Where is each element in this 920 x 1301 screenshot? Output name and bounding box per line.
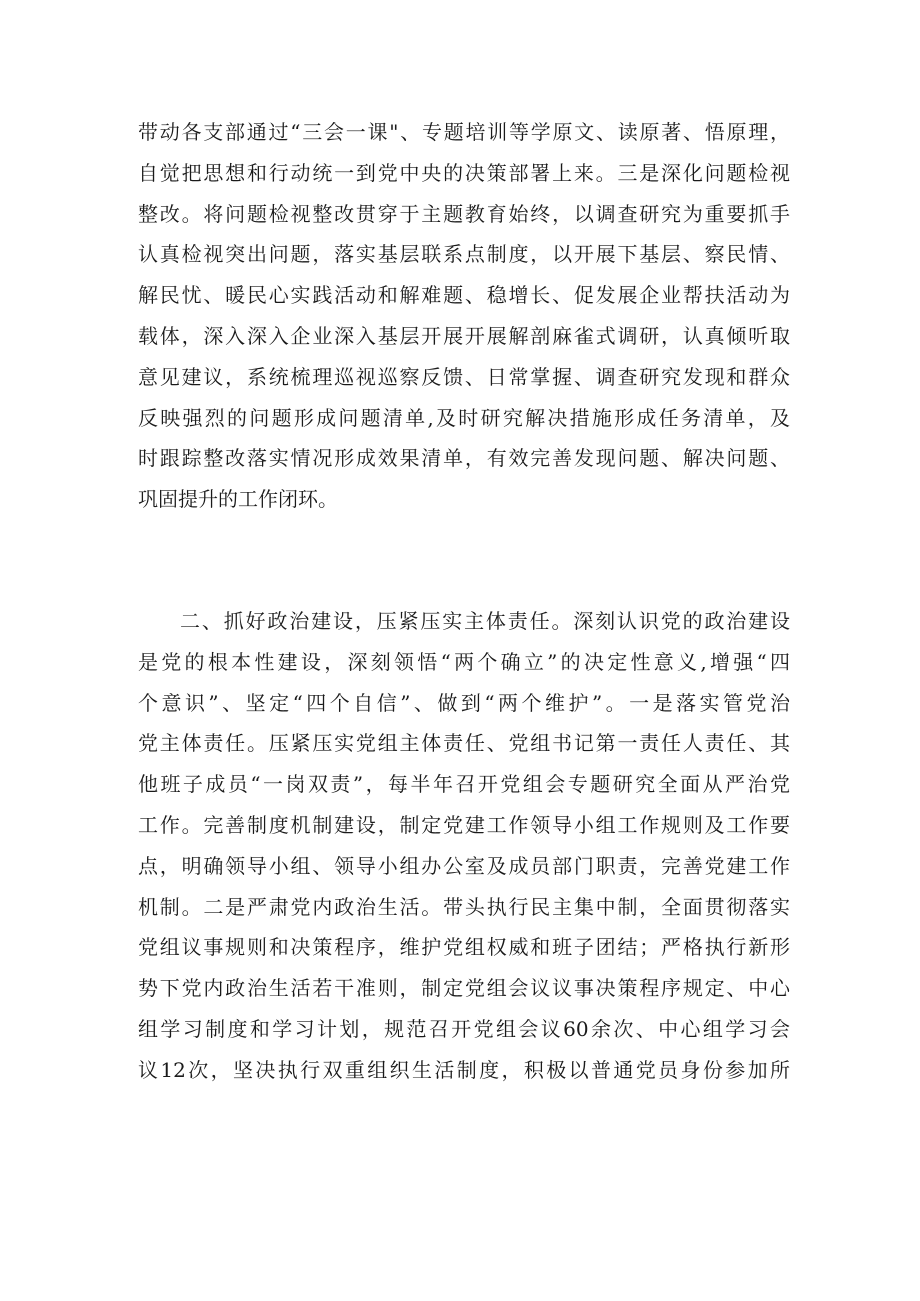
paragraph-2-line: 点，明确领导小组、领导小组办公室及成员部门职责，完善党建工作 bbox=[138, 853, 790, 878]
paragraph-1 bbox=[138, 112, 790, 520]
paragraph-2-line: 组学习制度和学习计划，规范召开党组会议60余次、中心组学习会 bbox=[138, 1016, 790, 1041]
paragraph-1-line: 带动各支部通过“三会一课"、专题培训等学原文、读原著、悟原理， bbox=[138, 120, 790, 144]
paragraph-2-line: 机制。二是严肃党内政治生活。带头执行民主集中制，全面贯彻落实 bbox=[138, 894, 790, 919]
paragraph-2-heading-line: 二、抓好政治建设，压紧压实主体责任。深刻认识党的政治建设 bbox=[180, 609, 790, 633]
paragraph-2-line: 工作。完善制度机制建设，制定党建工作领导小组工作规则及工作要 bbox=[138, 812, 790, 837]
paragraph-2-line: 是党的根本性建设，深刻领悟“两个确立”的决定性意义,增强“四 bbox=[138, 649, 790, 674]
paragraph-1-line: 时跟踪整改落实情况形成效果清单，有效完善发现问题、解决问题、 bbox=[138, 446, 790, 471]
paragraph-1-line: 巩固提升的工作闭环。 bbox=[138, 487, 338, 512]
paragraph-1-line: 载体，深入深入企业深入基层开展开展解剖麻雀式调研，认真倾听取 bbox=[138, 323, 790, 348]
paragraph-1-line: 反映强烈的问题形成问题清单,及时研究解决措施形成任务清单，及 bbox=[138, 405, 790, 430]
paragraph-1-line: 整改。将问题检视整改贯穿于主题教育始终，以调查研究为重要抓手 bbox=[138, 201, 790, 226]
paragraph-1-line: 自觉把思想和行动统一到党中央的决策部署上来。三是深化问题检视 bbox=[138, 160, 790, 185]
paragraph-1-line: 解民忧、暖民心实践活动和解难题、稳增长、促发展企业帮扶活动为 bbox=[138, 283, 790, 308]
paragraph-2 bbox=[138, 601, 790, 1091]
paragraph-2-line: 他班子成员“一岗双责”，每半年召开党组会专题研究全面从严治党 bbox=[138, 772, 790, 797]
paragraph-1-line: 认真检视突出问题，落实基层联系点制度，以开展下基层、察民情、 bbox=[138, 242, 790, 267]
paragraph-2-line: 党主体责任。压紧压实党组主体责任、党组书记第一责任人责任、其 bbox=[138, 731, 790, 756]
paragraph-2-line: 议12次，坚决执行双重组织生活制度，积极以普通党员身份参加所 bbox=[138, 1057, 790, 1082]
paragraph-2-line: 势下党内政治生活若干准则，制定党组会议议事决策程序规定、中心 bbox=[138, 976, 790, 1001]
paragraph-2-line: 党组议事规则和决策程序，维护党组权威和班子团结；严格执行新形 bbox=[138, 935, 790, 960]
paragraph-1-line: 意见建议，系统梳理巡视巡察反馈、日常掌握、调查研究发现和群众 bbox=[138, 364, 790, 389]
paragraph-2-line: 个意识”、坚定“四个自信”、做到“两个维护”。一是落实管党治 bbox=[138, 690, 790, 715]
